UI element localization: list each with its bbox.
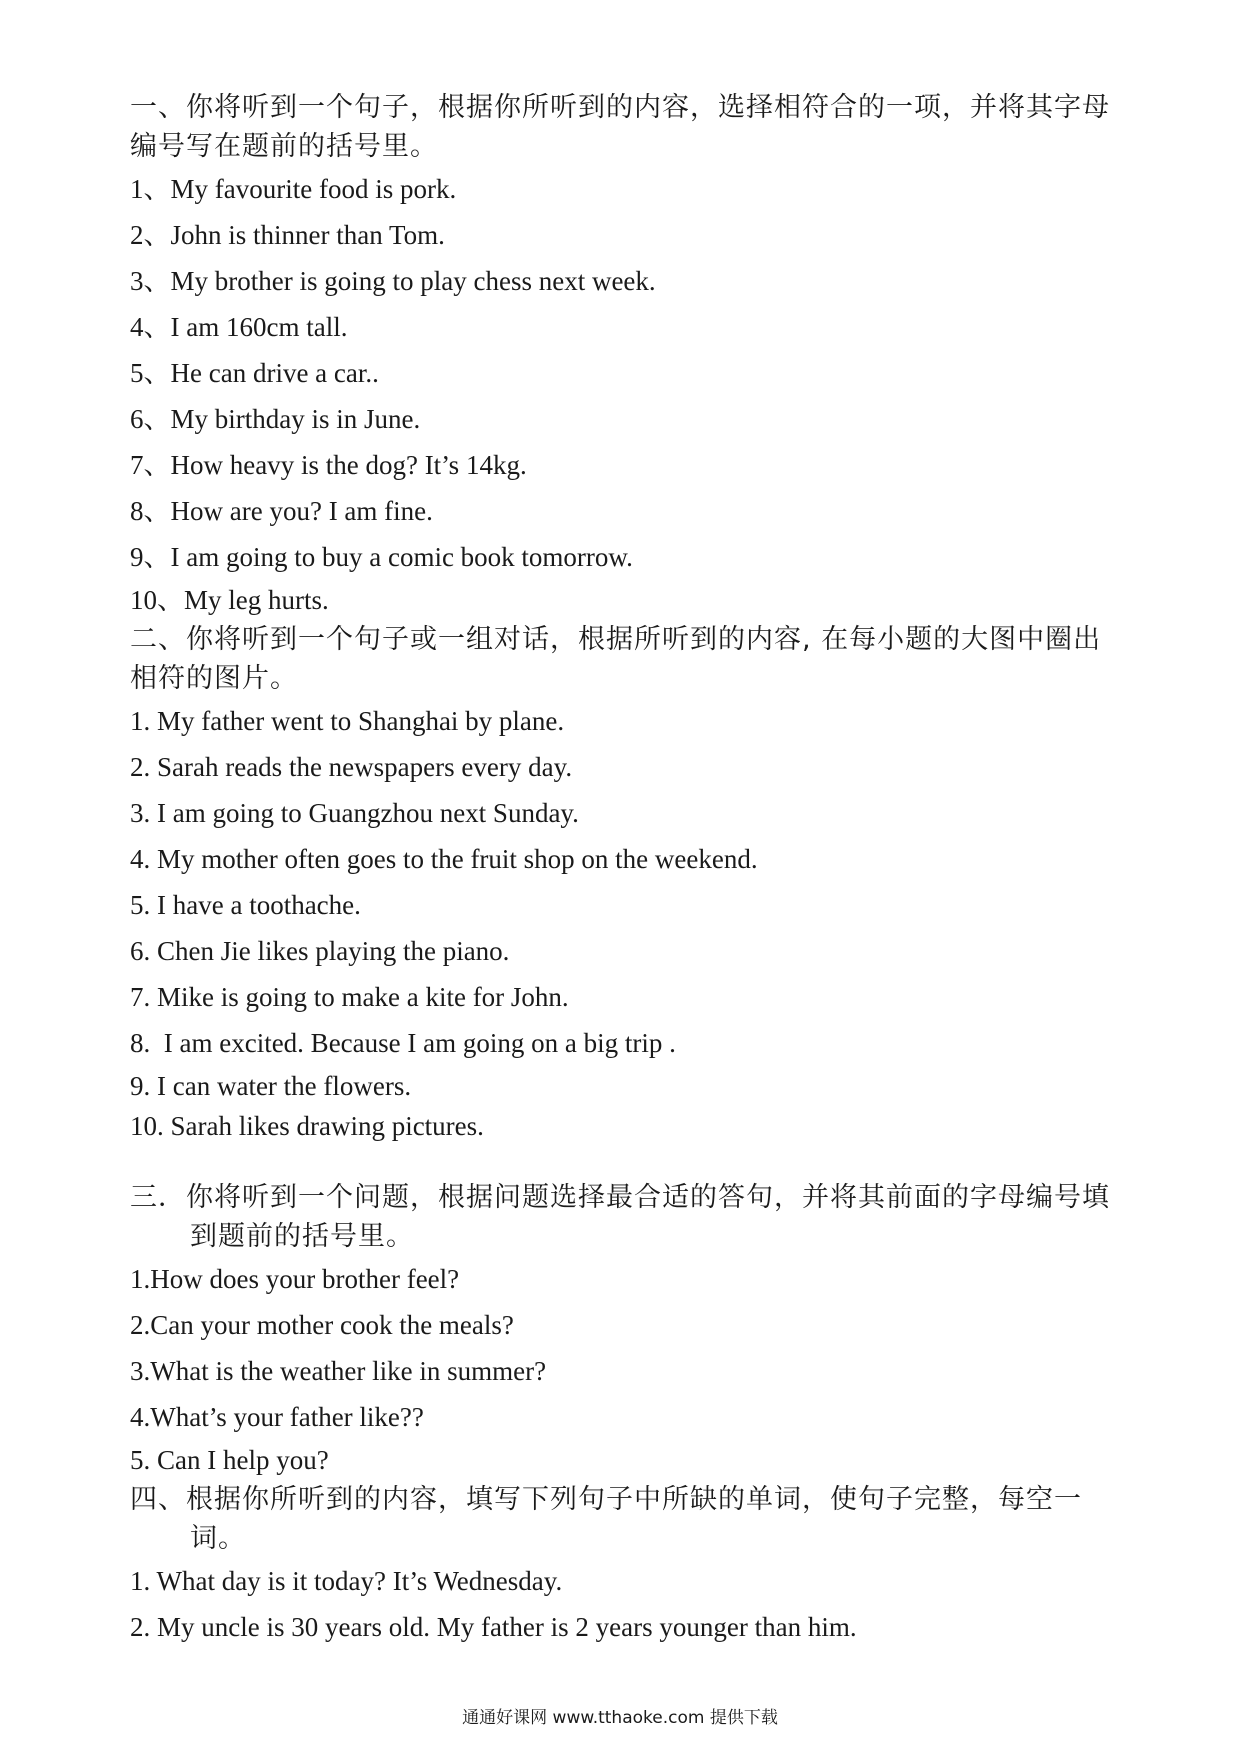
section-1-item-7: 7、How heavy is the dog? It’s 14kg. <box>130 450 527 480</box>
section-1-item-5: 5、He can drive a car.. <box>130 358 379 388</box>
section-1-heading: 一、你将听到一个句子，根据你所听到的内容，选择相符合的一项，并将其字母编号写在题前的括号里。 <box>130 92 1110 162</box>
section-4-heading: 四、根据你所听到的内容，填写下列句子中所缺的单词，使句子完整，每空一词。 <box>130 1484 1082 1554</box>
section-spacer <box>130 1146 1120 1178</box>
section-2-item-3: 3. I am going to Guangzhou next Sunday. <box>130 798 579 828</box>
section-1-item-4: 4、I am 160cm tall. <box>130 312 348 342</box>
section-3-item-5: 5. Can I help you? <box>130 1445 329 1475</box>
section-2-item-1: 1. My father went to Shanghai by plane. <box>130 706 565 736</box>
section-2-item-2: 2. Sarah reads the newspapers every day. <box>130 752 573 782</box>
section-3-item-3: 3.What is the weather like in summer? <box>130 1356 547 1386</box>
section-2-item-5: 5. I have a toothache. <box>130 890 361 920</box>
section-1-item-2: 2、John is thinner than Tom. <box>130 220 445 250</box>
page-footer: 通通好课网 www.tthaoke.com 提供下载 <box>462 1708 778 1728</box>
section-2-item-7: 7. Mike is going to make a kite for John. <box>130 982 569 1012</box>
section-1-item-10: 10、My leg hurts. <box>130 585 329 615</box>
section-2-item-10: 10. Sarah likes drawing pictures. <box>130 1111 484 1141</box>
section-3-heading: 三．你将听到一个问题，根据问题选择最合适的答句，并将其前面的字母编号填到题前的括号里。 <box>130 1182 1110 1252</box>
section-3-item-1: 1.How does your brother feel? <box>130 1264 460 1294</box>
section-2-heading: 二、你将听到一个句子或一组对话，根据所听到的内容, 在每小题的大图中圈出相符的图片。 <box>130 624 1102 694</box>
section-4-item-1: 1. What day is it today? It’s Wednesday. <box>130 1566 563 1596</box>
section-1-item-9: 9、I am going to buy a comic book tomorrow. <box>130 542 633 572</box>
section-2-item-4: 4. My mother often goes to the fruit shop on the weekend. <box>130 844 758 874</box>
document-page <box>130 88 1120 1650</box>
section-3-item-4: 4.What’s your father like?? <box>130 1402 424 1432</box>
section-1-item-3: 3、My brother is going to play chess next week. <box>130 266 656 296</box>
section-1-item-6: 6、My birthday is in June. <box>130 404 421 434</box>
section-1-item-8: 8、How are you? I am fine. <box>130 496 433 526</box>
section-2-item-9: 9. I can water the flowers. <box>130 1071 412 1101</box>
section-2-item-6: 6. Chen Jie likes playing the piano. <box>130 936 510 966</box>
section-1-item-1: 1、My favourite food is pork. <box>130 174 457 204</box>
section-2-item-8: 8. I am excited. Because I am going on a big trip . <box>130 1028 676 1058</box>
section-3-item-2: 2.Can your mother cook the meals? <box>130 1310 514 1340</box>
section-4-item-2: 2. My uncle is 30 years old. My father is 2 years younger than him. <box>130 1612 857 1642</box>
